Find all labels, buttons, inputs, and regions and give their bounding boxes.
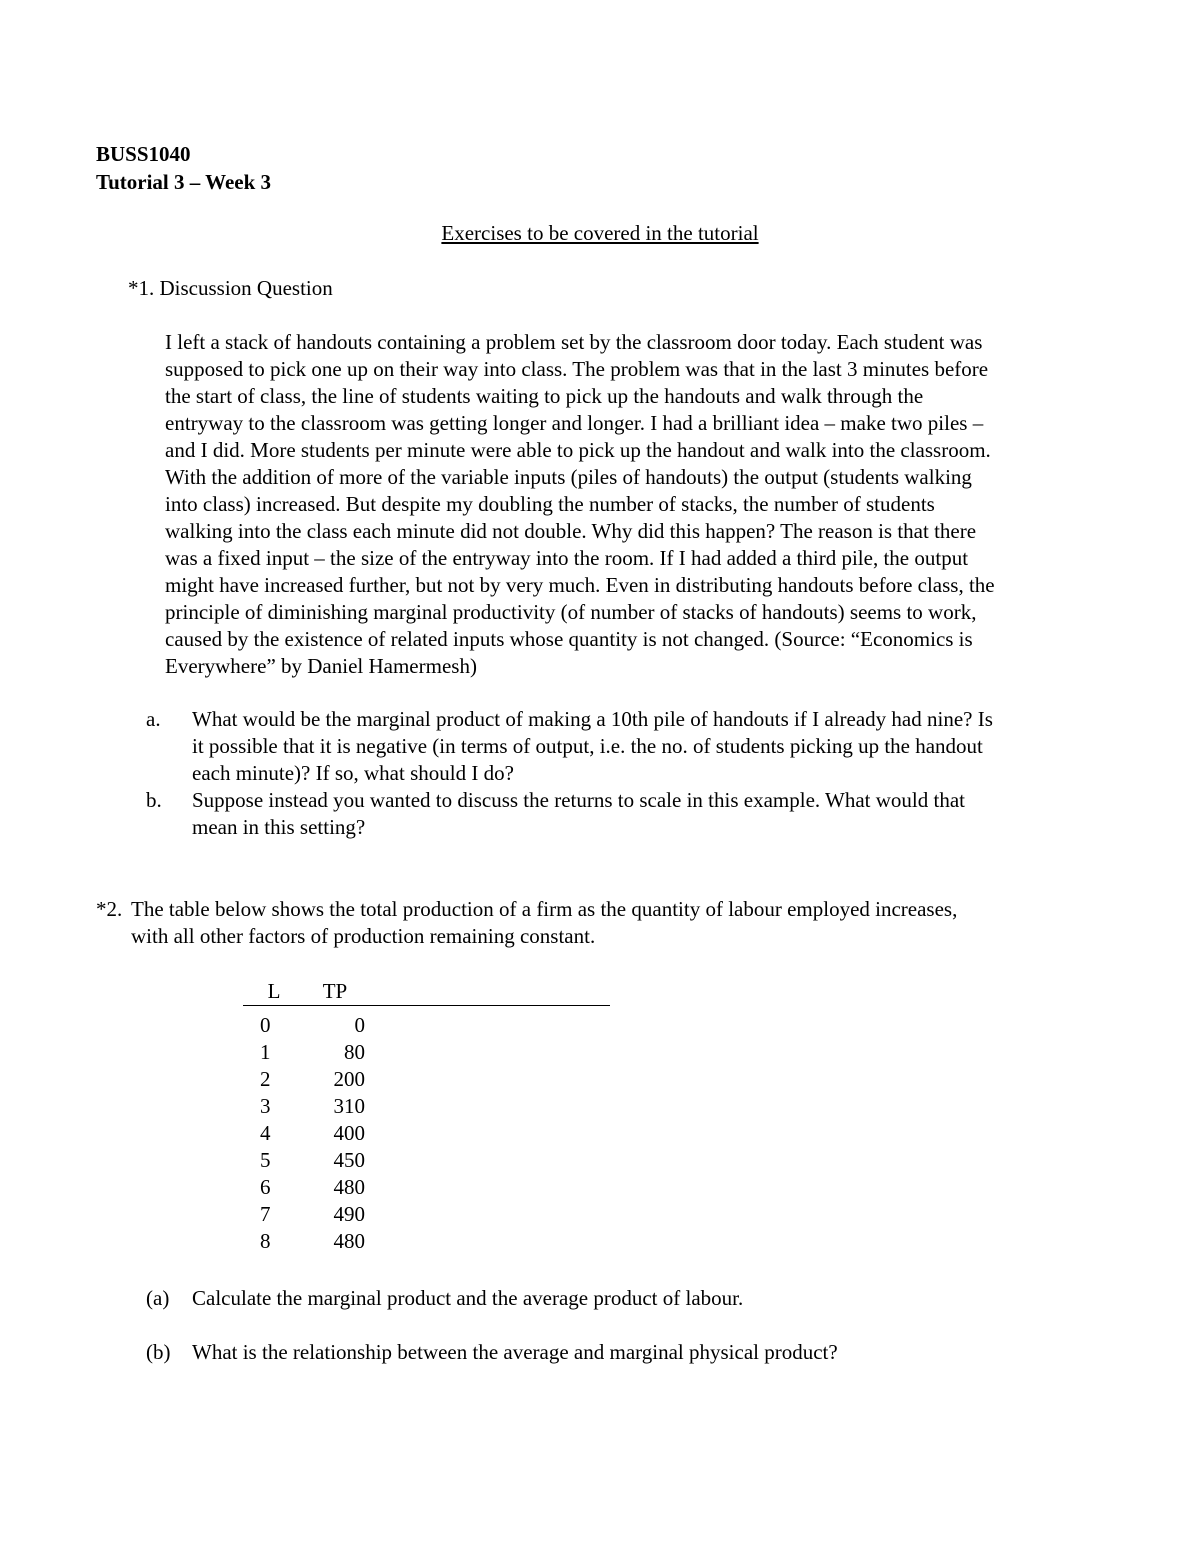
passage-line: the start of class, the line of students waiting to pick up the handouts and walk through the: [165, 384, 924, 408]
column-header-blank: [365, 978, 610, 1006]
labour-cell: 1: [260, 1040, 271, 1064]
subquestion-line: mean in this setting?: [192, 815, 366, 839]
labour-cell: 6: [260, 1175, 271, 1199]
subquestion-a: [146, 706, 1106, 787]
question-1-passage: [165, 329, 1115, 680]
subquestion-line: it possible that it is negative (in terms of output, i.e. the no. of students picking up the handout: [192, 734, 983, 758]
question-1-heading: *1. Discussion Question: [128, 276, 333, 300]
subquestion-text: [192, 787, 1106, 841]
labour-cell: 3: [260, 1094, 271, 1118]
question-2-part-b: [146, 1339, 838, 1366]
subquestion-marker: b.: [146, 788, 162, 812]
question-2-text: [131, 896, 1076, 950]
table-header-row: [243, 978, 610, 1006]
subtitle-text: Exercises to be covered in the tutorial: [441, 221, 759, 245]
labour-cell: 2: [260, 1067, 271, 1091]
part-text: What is the relationship between the average and marginal physical product?: [192, 1340, 838, 1364]
passage-line: principle of diminishing marginal productivity (of number of stacks of handouts) seems to work,: [165, 600, 977, 624]
passage-line: caused by the existence of related inputs whose quantity is not changed. (Source: “Economics is: [165, 627, 973, 651]
labour-cell: 5: [260, 1148, 271, 1172]
subquestion-b: [146, 787, 1106, 841]
passage-line: With the addition of more of the variable inputs (piles of handouts) the output (students walking: [165, 465, 972, 489]
passage-line: into class) increased. But despite my doubling the number of stacks, the number of students: [165, 492, 935, 516]
subquestion-line: What would be the marginal product of making a 10th pile of handouts if I already had nine? Is: [192, 707, 993, 731]
passage-line: was a fixed input – the size of the entryway into the room. If I had added a third pile, the output: [165, 546, 969, 570]
table-row: [243, 1120, 610, 1147]
question-1-subquestions: [146, 706, 1106, 841]
table-row: [243, 1201, 610, 1228]
labour-cell: 0: [260, 1013, 271, 1037]
column-header-tp: TP: [305, 978, 365, 1006]
labour-cell: 7: [260, 1202, 271, 1226]
total-product-cell: 310: [333, 1094, 365, 1118]
total-product-cell: 80: [344, 1040, 365, 1064]
passage-line: might have increased further, but not by very much. Even in distributing handouts before class, the: [165, 573, 995, 597]
total-product-cell: 450: [333, 1148, 365, 1172]
total-product-cell: 480: [333, 1229, 365, 1253]
question-2: [96, 896, 1076, 950]
total-product-cell: 480: [333, 1175, 365, 1199]
tutorial-title: Tutorial 3 – Week 3: [96, 170, 272, 194]
table-row: [243, 1093, 610, 1120]
subquestion-line: Suppose instead you wanted to discuss the returns to scale in this example. What would that: [192, 788, 965, 812]
labour-cell: 4: [260, 1121, 271, 1145]
question-2-part-a: [146, 1285, 743, 1312]
table-row: [243, 1174, 610, 1201]
part-marker: (a): [146, 1286, 170, 1310]
part-marker: (b): [146, 1340, 171, 1364]
passage-line: I left a stack of handouts containing a problem set by the classroom door today. Each student was: [165, 330, 983, 354]
table-row: [243, 1147, 610, 1174]
question-2-number: *2.: [96, 897, 123, 921]
course-code: BUSS1040: [96, 142, 191, 166]
total-product-cell: 0: [354, 1013, 365, 1037]
total-product-cell: 490: [333, 1202, 365, 1226]
subquestion-line: each minute)? If so, what should I do?: [192, 761, 514, 785]
passage-line: Everywhere” by Daniel Hamermesh): [165, 654, 477, 678]
section-subtitle: [0, 220, 1200, 247]
question-2-line: The table below shows the total production of a firm as the quantity of labour employed increases,: [131, 897, 958, 921]
total-product-cell: 400: [333, 1121, 365, 1145]
table-row: [243, 1066, 610, 1093]
question-2-line: with all other factors of production remaining constant.: [131, 924, 596, 948]
table-row: [243, 1039, 610, 1066]
passage-line: and I did. More students per minute were able to pick up the handout and walk into the classroom.: [165, 438, 991, 462]
labour-cell: 8: [260, 1229, 271, 1253]
document-header: [96, 140, 271, 196]
production-table: [243, 978, 610, 1255]
subquestion-marker: a.: [146, 707, 161, 731]
table-row: [243, 1228, 610, 1255]
table-row: [243, 1006, 610, 1040]
subquestion-text: [192, 706, 1106, 787]
passage-line: supposed to pick one up on their way into class. The problem was that in the last 3 minutes before: [165, 357, 989, 381]
passage-line: walking into the class each minute did not double. Why did this happen? The reason is that there: [165, 519, 977, 543]
column-header-l: L: [243, 978, 305, 1006]
part-text: Calculate the marginal product and the average product of labour.: [192, 1286, 744, 1310]
total-product-cell: 200: [333, 1067, 365, 1091]
passage-line: entryway to the classroom was getting longer and longer. I had a brilliant idea – make two piles –: [165, 411, 984, 435]
